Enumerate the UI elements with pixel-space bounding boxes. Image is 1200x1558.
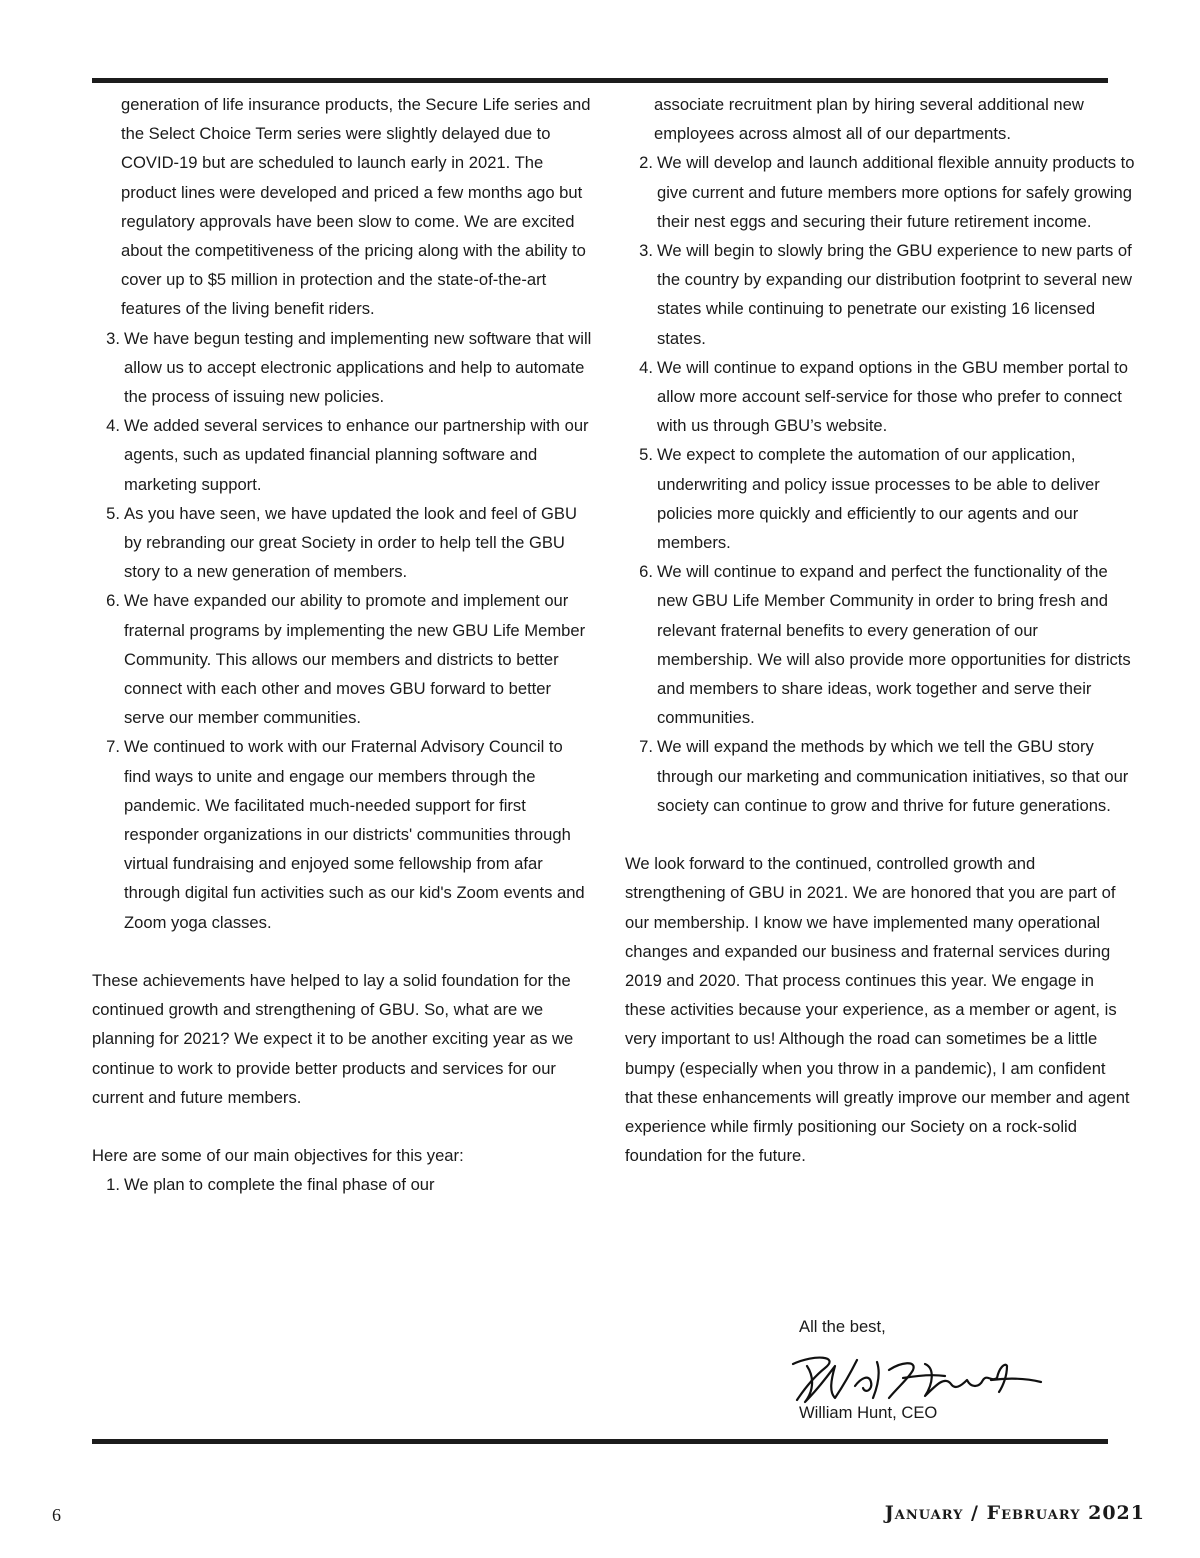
bottom-rule bbox=[92, 1439, 1108, 1444]
continued-text-left: generation of life insurance products, the Secure Life series and the Select Choice Term series were slightly delayed due to COVID-19 but are scheduled to launch early in 2021. The product lines were developed and priced a few months ago but regulatory approvals have been slow to come. We are excited about the competitiveness of the pricing along with the ability to cover up to $5 million in protection and the state-of-the-art features of the living benefit riders. bbox=[121, 95, 591, 319]
list-item: 6. We have expanded our ability to promote and implement our fraternal programs by implementing the new GBU Life Member Community. This allows our members and districts to better connect with each other and moves GBU forward to better serve our member communities. bbox=[106, 591, 586, 728]
list-item: 2. We will develop and launch additional flexible annuity products to give current and future members more options for safely growing their nest eggs and securing their future retirement income. bbox=[639, 153, 1135, 231]
list-item: 6. We will continue to expand and perfect the functionality of the new GBU Life Member Community in order to bring fresh and relevant fraternal benefits to every generation of our membership. We will also provide more opportunities for districts and members to share ideas, work together and serve their communities. bbox=[639, 562, 1131, 728]
summary-paragraph: These achievements have helped to lay a solid foundation for the continued growth and strengthening of GBU. So, what are we planning for 2021? We expect it to be another exciting year as we continue to work to provide better products and services for our current and future members. bbox=[92, 971, 574, 1107]
top-rule bbox=[92, 78, 1108, 83]
continued-text-right: associate recruitment plan by hiring several additional new employees across almost all of our departments. bbox=[654, 95, 1084, 144]
objectives-intro: Here are some of our main objectives for this year: bbox=[92, 1146, 464, 1166]
left-column bbox=[92, 90, 592, 1200]
list-item: 7. We will expand the methods by which we tell the GBU story through our marketing and communication initiatives, so that our society can continue to grow and thrive for future generations. bbox=[639, 737, 1129, 815]
list-item: 4. We will continue to expand options in the GBU member portal to allow more account self-service for those who prefer to connect with us through GBU’s website. bbox=[639, 357, 1129, 436]
sign-off: All the best, bbox=[799, 1317, 886, 1336]
closing-paragraph: We look forward to the continued, controlled growth and strengthening of GBU in 2021. We are honored that you are part of our membership. I know we have implemented many operational changes and expanded our business and fraternal services during 2019 and 2020. That process continues this year. We engage in these activities because your experience, as a member or agent, is very important to us! Although the road can sometimes be a little bumpy (especially when you throw in a pandemic), I am confident that these enhancements will greatly improve our member and agent experience while firmly positioning our Society on a rock-solid foundation for the future. bbox=[625, 854, 1130, 1166]
list-item: 5. As you have seen, we have updated the look and feel of GBU by rebranding our great Society in order to help tell the GBU story to a new generation of members. bbox=[106, 503, 577, 582]
right-column bbox=[625, 90, 1135, 1171]
list-item: 7. We continued to work with our Fraternal Advisory Council to find ways to unite and engage our members through the pandemic. We facilitated much-needed support for first responder organizations in our districts' communities through virtual fundraising and enjoyed some fellowship from afar through digital fun activities such as our kid's Zoom events and Zoom yoga classes. bbox=[106, 737, 585, 932]
list-item: 5. We expect to complete the automation of our application, underwriting and policy issue processes to be able to deliver policies more quickly and efficiently to our agents and our members. bbox=[639, 445, 1100, 553]
page-number: 6 bbox=[52, 1505, 61, 1525]
list-item: 4. We added several services to enhance our partnership with our agents, such as updated financial planning software and marketing support. bbox=[106, 416, 589, 494]
signer-name: William Hunt, CEO bbox=[799, 1403, 938, 1422]
issue-date: January / February 2021 bbox=[884, 1502, 1145, 1524]
list-item: 3. We have begun testing and implementing new software that will allow us to accept electronic applications and help to automate the process of issuing new policies. bbox=[106, 328, 592, 407]
list-item: 3. We will begin to slowly bring the GBU experience to new parts of the country by expanding our distribution footprint to several new states while continuing to penetrate our existing 16 licensed states. bbox=[639, 241, 1133, 348]
list-item: 1. We plan to complete the final phase of our bbox=[106, 1175, 435, 1195]
